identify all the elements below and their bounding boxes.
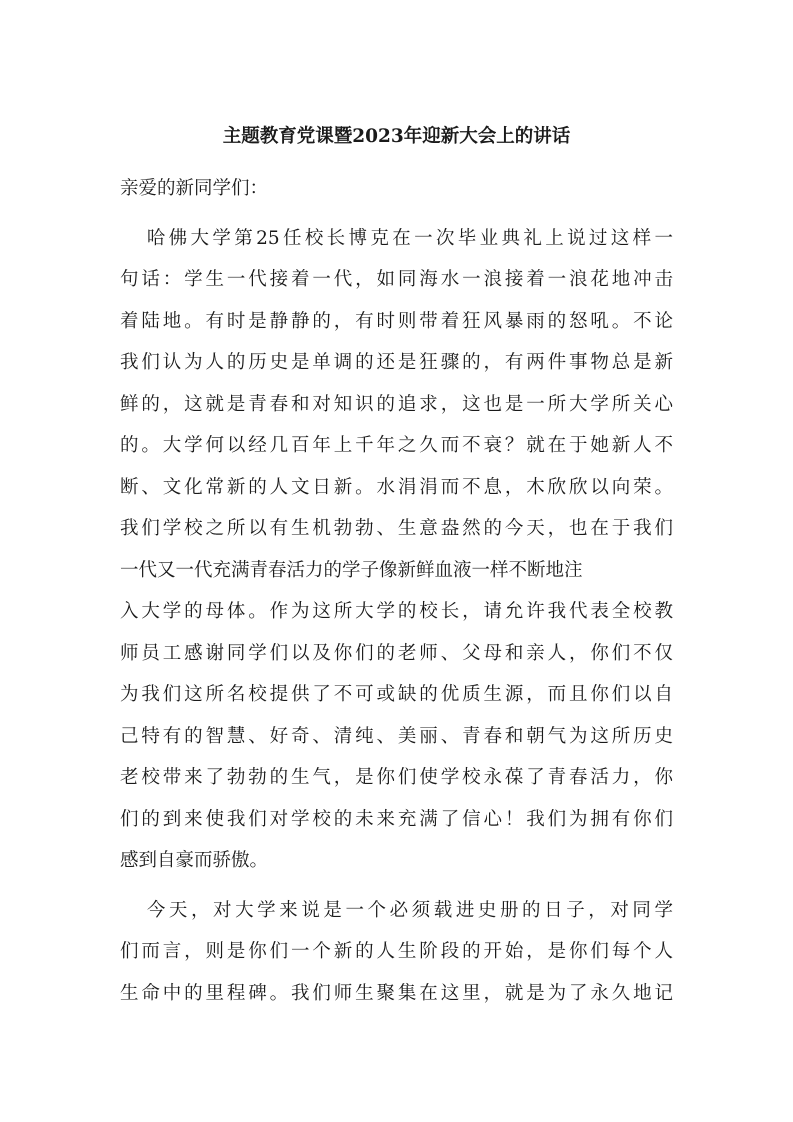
text-line: 断、文化常新的人文日新。水涓涓而不息，木欣欣以向荣。 xyxy=(120,476,673,498)
text-line: 着陆地。有时是静静的，有时则带着狂风暴雨的怒吼。不论 xyxy=(120,310,673,332)
text-line: 为我们这所名校提供了不可或缺的优质生源，而且你们以自 xyxy=(120,684,673,705)
text-line: 感到自豪而骄傲。 xyxy=(120,850,269,871)
text-line: 我们认为人的历史是单调的还是狂骤的，有两件事物总是新 xyxy=(120,352,673,373)
text-line: 们的到来使我们对学校的未来充满了信心！我们为拥有你们 xyxy=(120,808,673,830)
text-line: 今天，对大学来说是一个必须载进史册的日子，对同学 xyxy=(146,899,673,921)
text-line: 哈佛大学第25任校长博克在一次毕业典礼上说过这样一 xyxy=(146,227,673,249)
paragraph-gap xyxy=(120,210,673,218)
paragraph-2 xyxy=(120,890,673,1015)
document-title: 主题教育党课暨2023年迎新大会上的讲话 xyxy=(222,126,571,147)
text-line: 我们学校之所以有生机勃勃、生意盎然的今天，也在于我们 xyxy=(120,518,673,539)
text-line: 己特有的智慧、好奇、清纯、美丽、青春和朝气为这所历史 xyxy=(120,725,673,747)
text-line: 句话：学生一代接着一代，如同海水一浪接着一浪花地冲击 xyxy=(120,269,673,290)
salutation: 亲爱的新同学们： xyxy=(120,178,269,199)
text-line: 师员工感谢同学们以及你们的老师、父母和亲人，你们不仅 xyxy=(120,642,673,664)
paragraph-gap xyxy=(120,882,673,890)
text-line: 的。大学何以经几百年上千年之久而不衰？就在于她新人不 xyxy=(120,435,673,456)
text-line: 鲜的，这就是青春和对知识的追求，这也是一所大学所关心 xyxy=(120,393,673,415)
text-line: 老校带来了勃勃的生气，是你们使学校永葆了青春活力，你 xyxy=(120,767,673,788)
text-line: 们而言，则是你们一个新的人生阶段的开始，是你们每个人 xyxy=(120,941,673,962)
paragraph-1 xyxy=(120,218,673,882)
document-body xyxy=(120,116,673,1014)
text-line: 一代又一代充满青春活力的学子像新鲜血液一样不断地注 xyxy=(120,559,583,581)
text-line: 入大学的母体。作为这所大学的校长，请允许我代表全校教 xyxy=(120,601,673,622)
text-line: 生命中的里程碑。我们师生聚集在这里，就是为了永久地记 xyxy=(120,982,673,1004)
